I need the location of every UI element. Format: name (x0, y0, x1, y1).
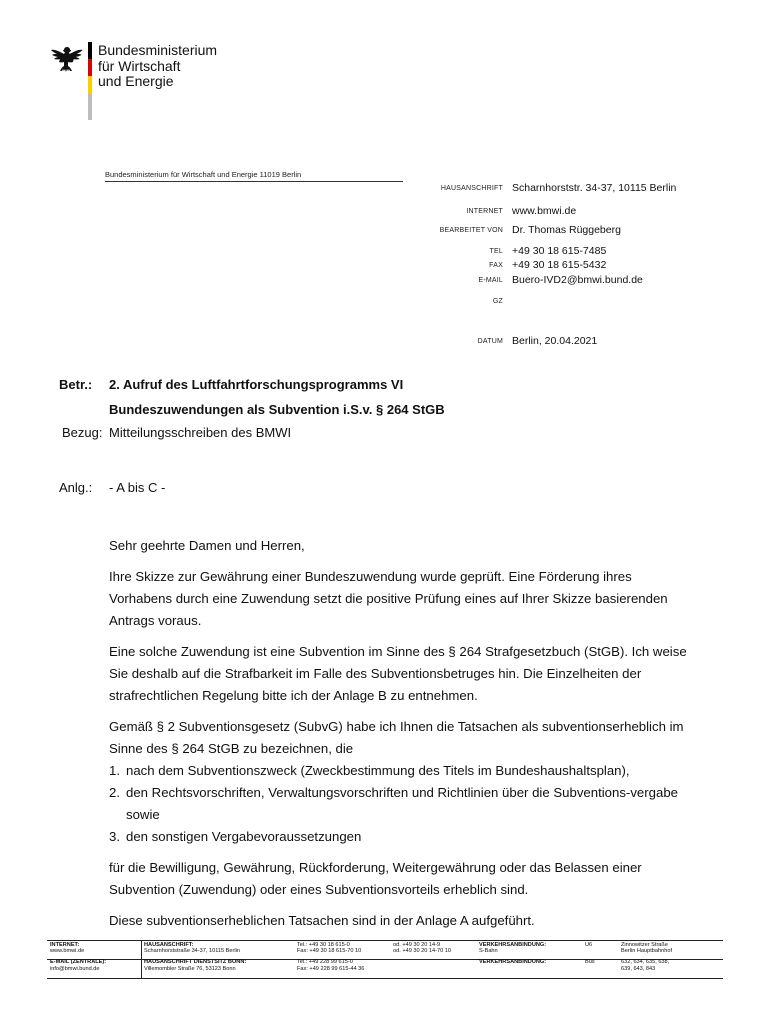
flag-bar (88, 42, 92, 120)
footer-fax-bonn: Fax: +49 228 99 615-44 36 (297, 965, 365, 972)
subject-line-1: 2. Aufruf des Luftfahrtforschungsprogramms VI (109, 377, 404, 392)
footer-transport-heading-bonn: VERKEHRSANBINDUNG: (479, 959, 547, 966)
paragraph-4: für die Bewilligung, Gewährung, Rückforderung, Weitergewährung oder das Belassen einer Subvention (Zuwendung) oder eines Subventionsvorteils erheblich sind. (109, 860, 642, 897)
bearbeitet-value: Dr. Thomas Rüggeberg (512, 224, 621, 236)
logo-line-2: für Wirtschaft (98, 57, 181, 74)
footer-transport-heading: VERKEHRSANBINDUNG: (479, 942, 547, 948)
footer-tel-bonn: Tel.: +49 228 99 615-0 (297, 959, 353, 966)
bearbeitet-label: BEARBEITET VON (439, 227, 503, 234)
bezug-label: Bezug: (62, 425, 103, 440)
list-item-text: nach dem Subventionszweck (Zweckbestimmung des Titels im Bundeshaushaltsplan), (126, 763, 630, 778)
list-item-text: den sonstigen Vergabevoraussetzungen (126, 829, 362, 844)
federal-eagle-icon (49, 44, 85, 80)
anlg-label: Anlg.: (59, 480, 93, 495)
hausanschrift-value: Scharnhorststr. 34-37, 10115 Berlin (512, 182, 677, 194)
footer-bonn-value: Villemombler Straße 76, 53123 Bonn (144, 965, 236, 972)
list-item (0, 760, 689, 782)
internet-label: INTERNET (466, 208, 503, 215)
footer-internet-value: www.bmwi.de (50, 948, 85, 955)
betr-label: Betr.: (59, 377, 93, 392)
footer-email-heading: E-MAIL (ZENTRALE): (50, 959, 107, 966)
criteria-list (0, 760, 689, 848)
letter-body (109, 535, 689, 941)
footer-bonn-heading: HAUSANSCHRIFT DIENSTSITZ BONN: (144, 959, 247, 966)
paragraph-1: Ihre Skizze zur Gewährung einer Bundeszuwendung wurde geprüft. Eine Förderung ihres Vorhabens durch eine Zuwendung setzt die positive Prüfung eines auf Ihrer Skizze basierenden Antrags voraus. (109, 569, 668, 628)
fax-label: FAX (489, 262, 503, 269)
email-value: Buero-IVD2@bmwi.bund.de (512, 274, 643, 286)
footer-internet-heading: INTERNET: (50, 942, 80, 948)
footer-stop-2b: 639, 643, 843 (621, 965, 656, 972)
hausanschrift-label: HAUSANSCHRIFT (440, 185, 503, 192)
tel-label: TEL (489, 248, 503, 255)
footer-address-value: Scharnhorststraße 34-37, 10115 Berlin (144, 948, 240, 955)
internet-value: www.bmwi.de (512, 205, 577, 217)
list-item-number: 3. (109, 829, 120, 844)
list-item-number: 1. (109, 763, 120, 778)
footer-transport-sbahn: S-Bahn (479, 948, 498, 955)
sender-return-address: Bundesministerium für Wirtschaft und Energie 11019 Berlin (105, 170, 403, 182)
footer-transport-bus: Bus (585, 959, 595, 966)
list-item (0, 782, 689, 826)
list-item-number: 2. (109, 785, 120, 800)
footer-stop-2a: 632, 634, 635, 638, (621, 959, 670, 966)
logo-line-1: Bundesministerium (98, 42, 218, 58)
footer-alt-fax: od. +49 30 20 14-70 10 (393, 948, 452, 955)
datum-value: Berlin, 20.04.2021 (512, 335, 598, 347)
anlg-value: - A bis C - (109, 480, 166, 495)
footer-alt-tel: od. +49 30 20 14-9 (393, 942, 441, 948)
salutation: Sehr geehrte Damen und Herren, (109, 538, 305, 553)
paragraph-5: Diese subventionserheblichen Tatsachen sind in der Anlage A aufgeführt. (109, 913, 535, 928)
paragraph-2: Eine solche Zuwendung ist eine Subvention im Sinne des § 264 Strafgesetzbuch (StGB). Ich weise Sie deshalb auf die Strafbarkeit im Falle des Subventionsbetruges hin. Die Einzelheiten der strafrechtlichen Regelung bitte ich der Anlage B zu entnehmen. (109, 644, 687, 703)
footer-stop-1a: Zinnowitzer Straße (621, 942, 668, 948)
datum-label: DATUM (477, 338, 503, 345)
footer-tel-berlin: Tel.: +49 30 18 615-0 (297, 942, 350, 948)
footer-stop-1b: Berlin Hauptbahnhof (621, 948, 673, 955)
footer-fax-berlin: Fax: +49 30 18 615-70 10 (297, 948, 362, 955)
letter-footer (47, 940, 723, 979)
footer-email-value: info@bmwi.bund.de (50, 965, 100, 972)
bezug-value: Mitteilungsschreiben des BMWI (109, 425, 292, 440)
list-item-text: den Rechtsvorschriften, Verwaltungsvorschriften und Richtlinien über die Subventions-vergabe sowie (126, 785, 678, 822)
footer-address-heading: HAUSANSCHRIFT: (144, 942, 194, 948)
fax-value: +49 30 18 615-5432 (512, 259, 607, 271)
footer-transport-u6: U6 (585, 942, 593, 948)
paragraph-3: Gemäß § 2 Subventionsgesetz (SubvG) habe ich Ihnen die Tatsachen als subventionserheblich im Sinne des § 264 StGB zu bezeichnen, die (109, 719, 684, 756)
footer-column-line (141, 941, 142, 978)
logo-line-3: und Energie (98, 73, 174, 89)
subject-line-2: Bundeszuwendungen als Subvention i.S.v. § 264 StGB (109, 402, 445, 417)
list-item (0, 826, 689, 848)
email-label: E-MAIL (478, 277, 503, 284)
tel-value: +49 30 18 615-7485 (512, 245, 607, 257)
ministry-logo-text (98, 43, 217, 90)
gz-label: GZ (492, 298, 503, 305)
